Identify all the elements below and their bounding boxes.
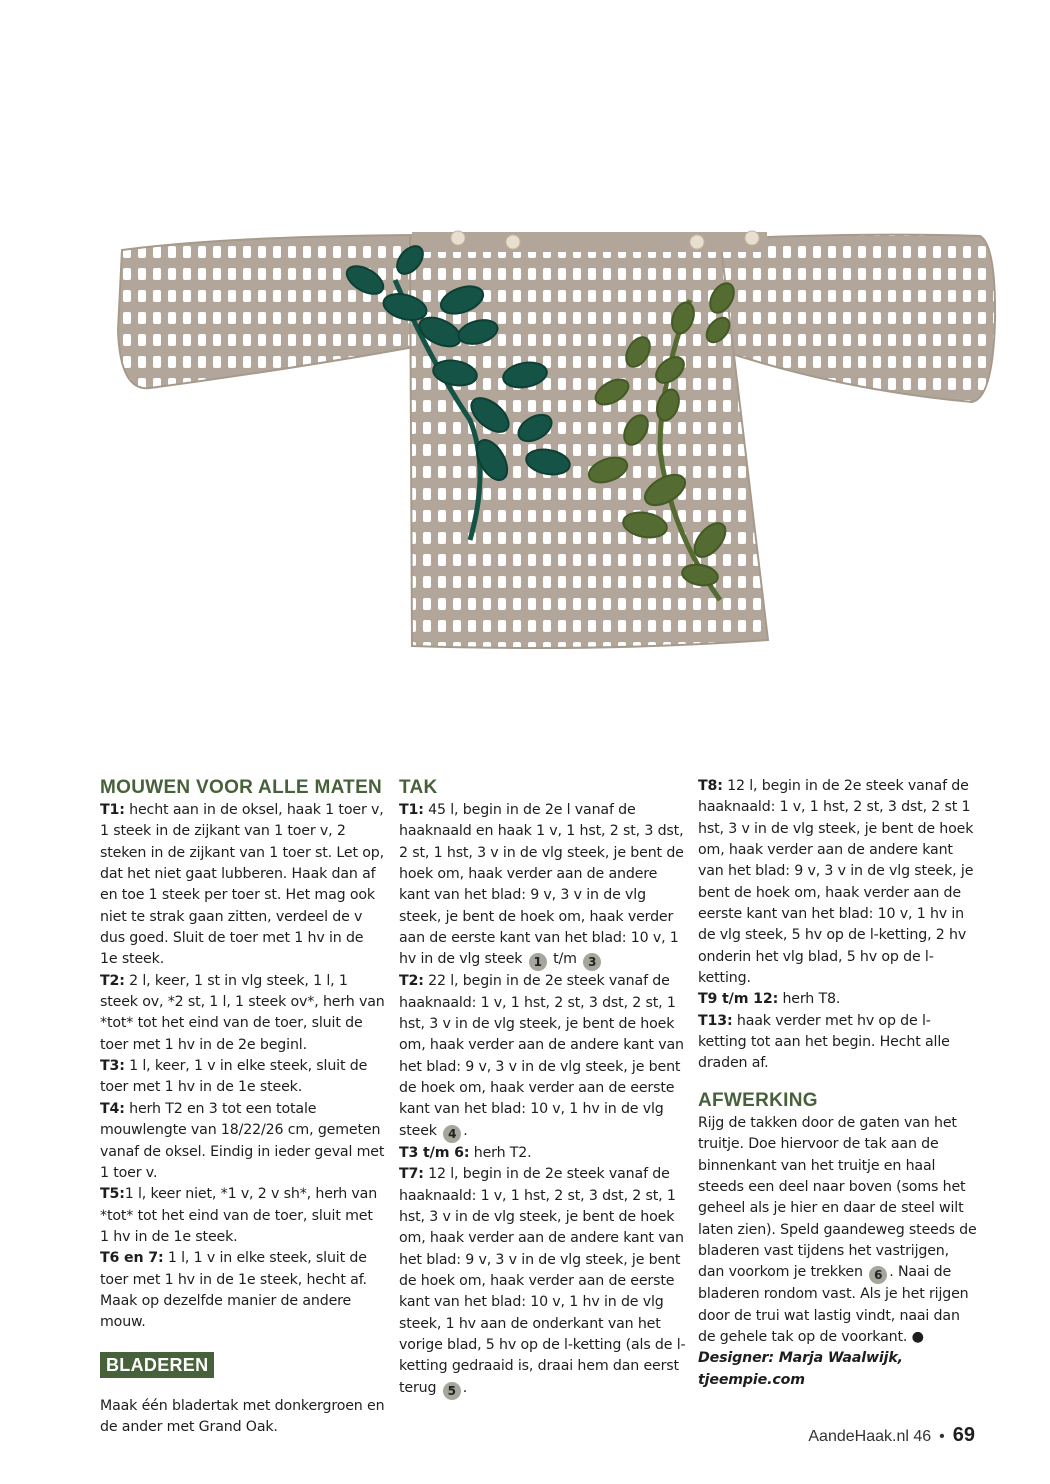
column-sleeves — [100, 776, 385, 1439]
section-heading-tak: TAK — [399, 777, 438, 798]
page-number: 69 — [952, 1424, 975, 1446]
row-t6-7: T6 en 7: 1 l, 1 v in elke steek, sluit de toer met 1 hv in de 1e steek, hecht af. Maak op dezelfde manier de andere mouw. — [100, 1250, 367, 1331]
button — [506, 235, 520, 249]
row-t3-6: T3 t/m 6: herh T2. — [399, 1144, 532, 1161]
footer-bullet: • — [939, 1428, 945, 1445]
row-t2: T2: 22 l, begin in de 2e steek vanaf de haaknaald: 1 v, 1 hst, 2 st, 3 dst, 2 st, 1 hst, 3 v in de vlg steek, je bent de hoek om, haak verder aan de andere kant van het blad: 9 v, 3 v in de vlg steek, je bent de hoek om, haak verder aan de eerste kant van het blad: 10 v, 1 hv in de vlg steek 4 . — [399, 973, 684, 1141]
sweater-photo — [0, 0, 1050, 740]
row-t1: T1: hecht aan in de oksel, haak 1 toer v, 1 steek in de zijkant van 1 toer v, 2 steken in de zijkant van 1 toer st. Let op, dat het niet gaat lubberen. Haak dan af en toe 1 steek per toer st. Het mag ook niet te strak gaan zitten, verdeel de v dus goed. Sluit de toer met 1 hv in de 1e steek. — [100, 802, 384, 968]
section-heading-mouwen: MOUWEN VOOR ALLE MATEN — [100, 777, 383, 798]
right-sleeve — [700, 235, 995, 402]
step-marker: 6 — [869, 1266, 887, 1284]
step-marker: 4 — [443, 1125, 461, 1143]
row-t8: T8: 12 l, begin in de 2e steek vanaf de haaknaald: 1 v, 1 hst, 2 st, 3 dst, 2 st 1 hst, 3 v in de vlg steek, je bent de hoek om, haak verder aan de andere kant van het blad: 9 v, 3 v in de vlg steek, je bent de hoek om, haak verder aan de eerste kant van het blad: 10 v, 1 hv in de vlg steek, 5 hv op de l-ketting, 2 hv onderin het vlg blad, 5 hv op de l-ketting. — [698, 778, 974, 987]
row-t2: T2: 2 l, keer, 1 st in vlg steek, 1 l, 1 steek ov, *2 st, 1 l, 1 steek ov*, herh van *tot* tot het eind van de toer, sluit de toer met 1 hv in de 2e beginl. — [100, 972, 385, 1053]
row-t7: T7: 12 l, begin in de 2e steek vanaf de haaknaald: 1 v, 1 hst, 2 st, 3 dst, 2 st, 1 hst, 3 v in de vlg steek, je bent de hoek om, haak verder aan de andere kant van het blad: 9 v, 3 v in de vlg steek, je bent de hoek om, haak verder aan de eerste kant van het blad: 10 v, 1 hv in de vlg steek, 1 hv aan de onderkant van het vorige blad, 5 hv op de l-ketting (als de l-ketting gedraaid is, draai hem dan eerst terug 5 . — [399, 1166, 686, 1398]
column-finishing — [698, 776, 978, 1391]
row-t5: T5:1 l, keer niet, *1 v, 2 v sh*, herh van *tot* tot het eind van de toer, sluit met 1 hv in de 1e steek. — [100, 1186, 378, 1245]
step-marker: 1 — [529, 953, 547, 971]
magazine-name: AandeHaak.nl 46 — [808, 1428, 932, 1445]
button — [745, 231, 759, 245]
section-heading-bladeren: BLADEREN — [100, 1352, 214, 1378]
page-footer — [808, 1424, 975, 1447]
row-t3: T3: 1 l, keer, 1 v in elke steek, sluit de toer met 1 hv in de 1e steek. — [100, 1058, 368, 1096]
section-heading-afwerking: AFWERKING — [698, 1089, 818, 1111]
sweater — [118, 231, 995, 648]
step-marker: 3 — [583, 953, 601, 971]
button — [451, 231, 465, 245]
bladeren-text: Maak één bladertak met donkergroen en de ander met Grand Oak. — [100, 1397, 385, 1436]
designer-credit: Designer: Marja Waalwijk, tjeempie.com — [698, 1350, 903, 1388]
column-branch — [399, 776, 689, 1400]
step-marker: 5 — [443, 1382, 461, 1400]
row-t9-12: T9 t/m 12: herh T8. — [698, 991, 841, 1008]
row-t13: T13: haak verder met hv op de l-ketting tot aan het begin. Hecht alle draden af. — [698, 1012, 950, 1072]
button — [690, 235, 704, 249]
row-t1: T1: 45 l, begin in de 2e l vanaf de haaknaald en haak 1 v, 1 hst, 2 st, 3 dst, 2 st, 1 hst, 3 v in de vlg steek, je bent de hoek om, haak verder aan de andere kant van het blad: 9 v, 3 v in de vlg steek, je bent de hoek om, haak verder aan de eerste kant van het blad: 10 v, 1 hv in de vlg steek 1 t/m 3 — [399, 802, 684, 970]
afwerking-text: Rijg de takken door de gaten van het truitje. Doe hiervoor de tak aan de binnenkant van het truitje en haal steeds een deel naar boven (soms het geheel als je hier en daar de steel wilt laten zien). Speld gaandeweg steeds de bladeren vast tijdens het vastrijgen, dan voorkom je trekken 6 . Naai de bladeren rondom vast. Als je het rijgen door de trui wat lastig vindt, naai dan de gehele tak op de voorkant. ● — [698, 1114, 977, 1345]
left-sleeve — [118, 235, 425, 388]
row-t4: T4: herh T2 en 3 tot een totale mouwlengte van 18/22/26 cm, gemeten vanaf de oksel. Eindig in ieder geval met 1 toer v. — [100, 1100, 385, 1181]
